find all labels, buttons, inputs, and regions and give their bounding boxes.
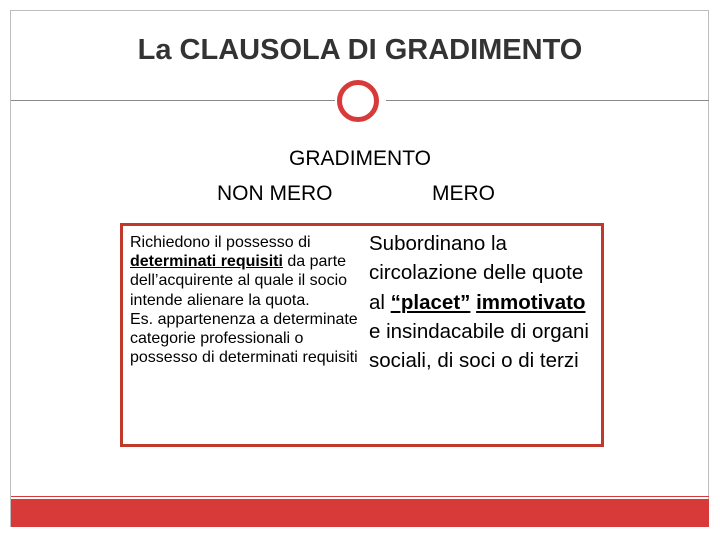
mero-description [369, 229, 601, 375]
non-mero-underlined: determinati requisiti [130, 253, 283, 271]
mero-immotivato: immotivato [476, 290, 586, 314]
section-heading: GRADIMENTO [289, 147, 431, 170]
non-mero-description [130, 233, 360, 367]
non-mero-text-end: da parte dell’acquirente al quale il socio intende alienare la quota. [130, 253, 348, 309]
label-mero: MERO [432, 182, 495, 205]
mero-text-start: Subordinano la circolazione delle quote al [369, 232, 584, 314]
non-mero-example: Es. appartenenza a determinate categorie professionali o possesso di determinati requisiti [130, 310, 358, 367]
label-non-mero: NON MERO [217, 182, 333, 205]
footer-bar [11, 499, 709, 527]
slide-title: La CLAUSOLA DI GRADIMENTO [137, 34, 583, 66]
title-divider-right [386, 100, 709, 101]
mero-text-end: e insindacabile di organi sociali, di soci o di terzi [369, 319, 589, 373]
non-mero-text-start: Richiedono il possesso di [130, 234, 311, 251]
mero-placet: “placet” [390, 290, 471, 314]
title-divider-left [11, 100, 335, 101]
ring-ornament-icon [337, 80, 379, 122]
footer-line [11, 496, 709, 497]
